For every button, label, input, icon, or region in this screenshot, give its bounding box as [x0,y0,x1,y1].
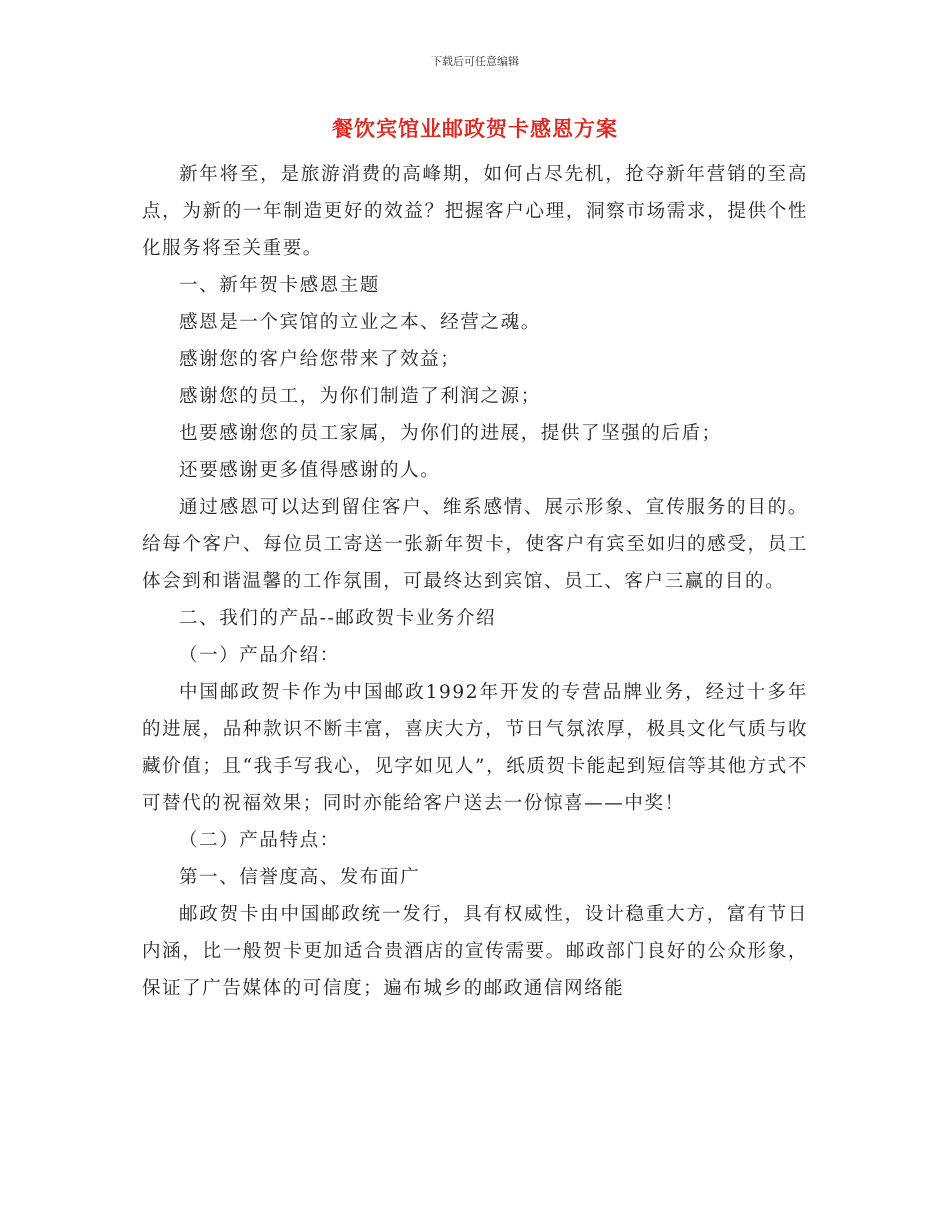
document-body [142,156,808,1007]
page-header-note: 下载后可任意编辑 [431,55,519,68]
subsection-heading-1: （一）产品介绍： [179,645,340,666]
document-title: 餐饮宾馆业邮政贺卡感恩方案 [332,117,618,141]
body-line: 感恩是一个宾馆的立业之本、经营之魂。 [179,312,541,333]
section-heading-1: 一、新年贺卡感恩主题 [179,275,381,296]
body-line: 还要感谢更多值得感谢的人。 [179,460,441,481]
item-heading: 第一、信誉度高、发布面广 [179,867,421,888]
body-line: 感谢您的客户给您带来了效益； [179,349,461,370]
body-paragraph: 通过感恩可以达到留住客户、维系感情、展示形象、宣传服务的目的。给每个客户、每位员工寄送一张新年贺卡，使客户有宾至如归的感受，员工体会到和谐温馨的工作氛围，可最终达到宾馆、员工、客户三赢的目的。 [142,497,808,592]
body-paragraph: 邮政贺卡由中国邮政统一发行，具有权威性，设计稳重大方，富有节日内涵，比一般贺卡更加适合贵酒店的宣传需要。邮政部门良好的公众形象，保证了广告媒体的可信度；遍布城乡的邮政通信网络能 [142,904,808,999]
intro-paragraph: 新年将至，是旅游消费的高峰期，如何占尽先机，抢夺新年营销的至高点，为新的一年制造更好的效益？把握客户心理，洞察市场需求，提供个性化服务将至关重要。 [142,164,808,259]
section-heading-2: 二、我们的产品--邮政贺卡业务介绍 [179,608,497,629]
body-line: 感谢您的员工，为你们制造了利润之源； [179,386,541,407]
body-line: 也要感谢您的员工家属，为你们的进展，提供了坚强的后盾； [179,423,722,444]
subsection-heading-2: （二）产品特点： [179,830,340,851]
body-paragraph: 中国邮政贺卡作为中国邮政1992年开发的专营品牌业务，经过十多年的进展，品种款识不断丰富，喜庆大方，节日气氛浓厚，极具文化气质与收藏价值；且“我手写我心，见字如见人”，纸质贺卡能起到短信等其他方式不可替代的祝福效果；同时亦能给客户送去一份惊喜——中奖！ [142,682,808,814]
